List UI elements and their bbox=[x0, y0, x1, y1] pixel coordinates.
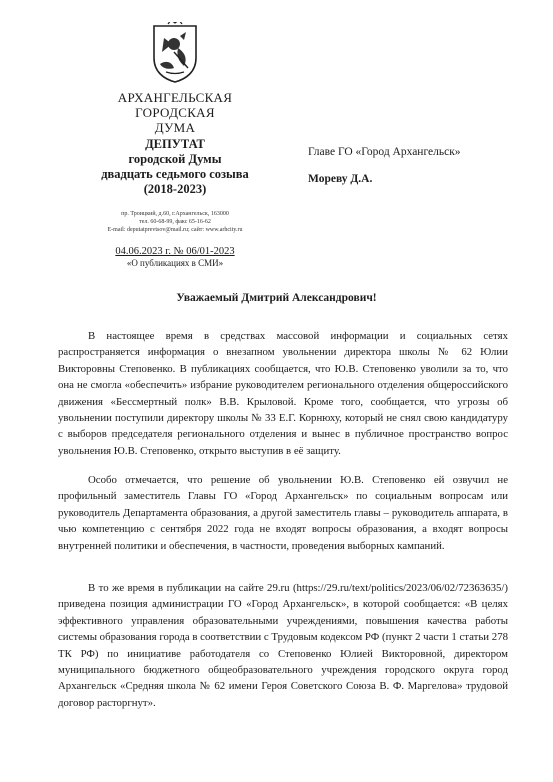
deputy-line: (2018-2023) bbox=[143, 182, 207, 196]
reference-block bbox=[60, 245, 290, 269]
paragraph-text: Особо отмечается, что решение об увольнении Ю.В. Степовенко ей озвучил не профильный заместитель Главы ГО «Город Архангельск» по социальным вопросам или руководитель Департамента образования, а другой заместитель главы – руководитель аппарата, в чью компетенцию с сентября 2022 года не входят вопросы образования, а входят вопросы внутренней политики и обеспечения, в частности, проведения выборных кампаний. bbox=[58, 474, 508, 552]
addressee-title: Главе ГО «Город Архангельск» bbox=[308, 146, 461, 158]
org-line: ГОРОДСКАЯ bbox=[135, 105, 215, 120]
contact-info bbox=[60, 210, 290, 234]
org-line: АРХАНГЕЛЬСКАЯ bbox=[117, 90, 233, 105]
body-paragraph-3 bbox=[58, 580, 508, 711]
paragraph-text: В то же время в публикации на сайте 29.ru (https://29.ru/text/politics/2023/06/02/72363635/) приведена позиция администрации ГО «Город Архангельск», в которой сообщается: «В целях эффективного управления образовательными учреждениями, повышения качества работы системы образования города в соответствии с Трудовым кодексом РФ (пункт 2 части 1 статьи 278 ТК РФ) по инициативе работодателя со Степовенко Юлией Викторовной, директором муниципального бюджетного общеобразовательного учреждения городского округа город Архангельск «Средняя школа № 62 имени Героя Советского Союза В. Ф. Маргелова» трудовой договор расторгнут». bbox=[58, 582, 508, 709]
paragraph-text: В настоящее время в средствах массовой информации и социальных сетях распространяется информация о внезапном увольнении директора школы № 62 Юлии Викторовны Степовенко. В публикациях сообщается, что Ю.В. Степовенко уволили за то, что она не смогла «обеспечить» избрание руководителем регионального отделения общероссийского движения «Бессмертный полк» В.В. Крыловой. Кроме того, сообщается, что угрозы об увольнении поступили директору школы № 33 Е.Г. Корнюху, который не снял свою кандидатуру с выборов председателя регионального отделения и вынес в публичное пространство вопрос увольнения Ю.В. Степовенко, открыто выступив в её защиту. bbox=[58, 330, 508, 457]
body-paragraph-1 bbox=[58, 328, 508, 459]
deputy-line: ДЕПУТАТ bbox=[145, 137, 205, 151]
deputy-line: городской Думы bbox=[128, 152, 222, 166]
reference-subject: «О публикациях в СМИ» bbox=[126, 258, 224, 268]
coat-of-arms-icon bbox=[150, 22, 200, 84]
organization-name bbox=[60, 90, 290, 135]
contact-address: пр. Троицкий, д.60, г.Архангельск, 163000 bbox=[121, 211, 229, 217]
contact-phone: тел. 60-68-99, факс 65-16-62 bbox=[139, 219, 211, 225]
deputy-line: двадцать седьмого созыва bbox=[101, 167, 249, 181]
salutation: Уважаемый Дмитрий Александрович! bbox=[176, 292, 377, 304]
body-paragraph-2 bbox=[58, 472, 508, 554]
contact-email: E-mail: deputatprevtsov@mail.ru; сайт: www.arhcity.ru bbox=[107, 227, 243, 233]
org-line: ДУМА bbox=[154, 120, 196, 135]
reference-number: 04.06.2023 г. № 06/01-2023 bbox=[115, 246, 235, 257]
deputy-title bbox=[60, 137, 290, 197]
addressee-name: Мореву Д.А. bbox=[308, 173, 373, 185]
